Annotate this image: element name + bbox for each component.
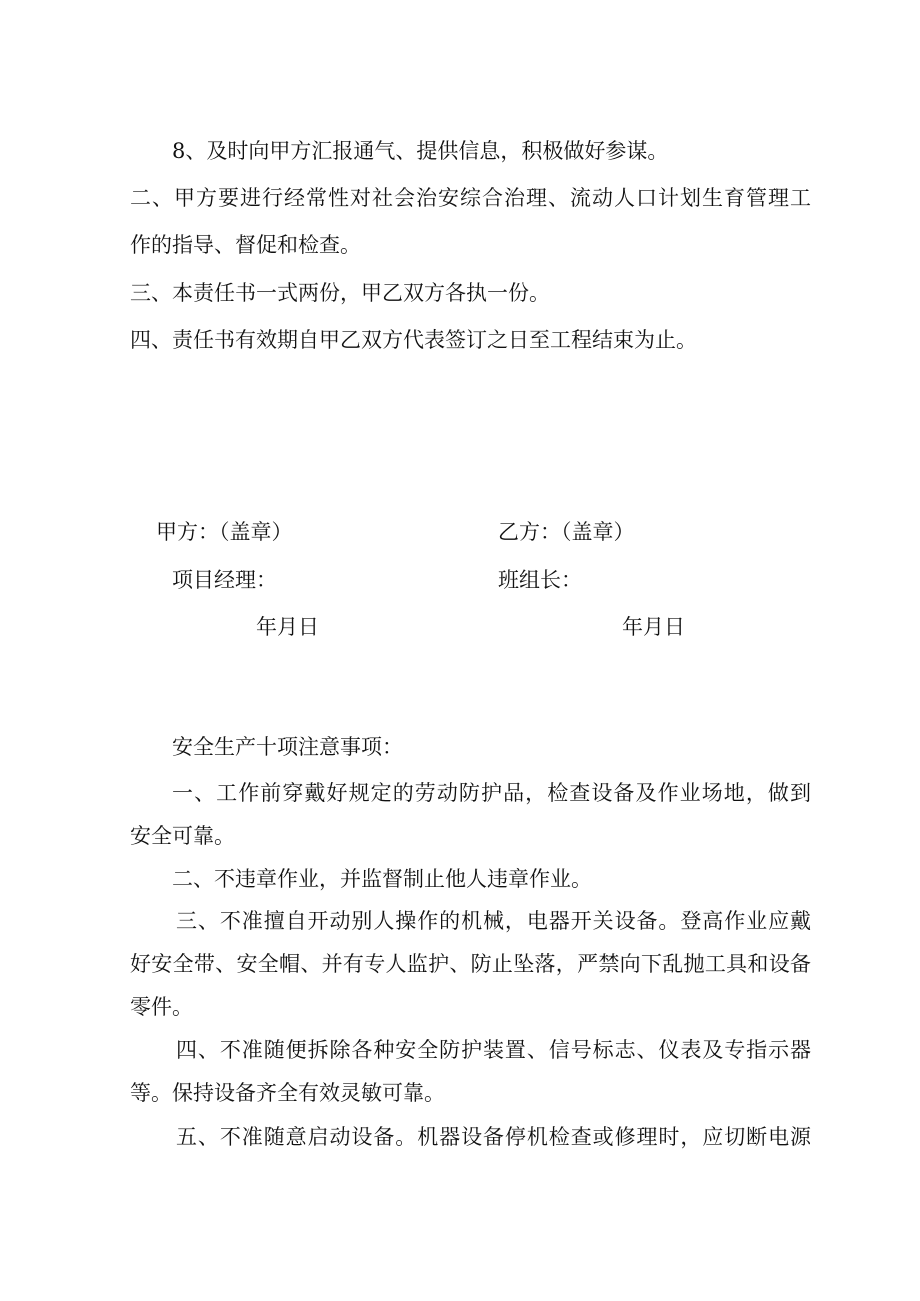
clause-8: 8、及时向甲方汇报通气、提供信息，积极做好参谋。: [172, 139, 669, 163]
party-a-label: 甲方：（盖章）: [156, 520, 293, 544]
safety-item-2: 二、不违章作业，并监督制止他人违章作业。: [172, 867, 592, 891]
safety-item-3-line-1: 三、不准擅自开动别人操作的机械，电器开关设备。登高作业应戴: [176, 909, 811, 933]
party-b-label: 乙方：（盖章）: [498, 520, 635, 544]
safety-item-4-line-2: 等。保持设备齐全有效灵敏可靠。: [130, 1081, 445, 1105]
safety-item-3-line-3: 零件。: [130, 995, 193, 1019]
safety-title: 安全生产十项注意事项：: [172, 735, 403, 759]
clause-four: 四、责任书有效期自甲乙双方代表签订之日至工程结束为止。: [130, 328, 697, 352]
safety-item-3-line-2: 好安全带、安全帽、并有专人监护、防止坠落，严禁向下乱抛工具和设备: [130, 952, 811, 976]
party-a-date: 年月日: [256, 615, 319, 639]
safety-item-5-line-1: 五、不准随意启动设备。机器设备停机检查或修理时，应切断电源: [176, 1125, 811, 1149]
project-manager-label: 项目经理：: [172, 568, 277, 592]
clause-two-line-1: 二、甲方要进行经常性对社会治安综合治理、流动人口计划生育管理工: [130, 186, 811, 210]
clause-three: 三、本责任书一式两份，甲乙双方各执一份。: [130, 281, 550, 305]
team-leader-label: 班组长：: [498, 568, 582, 592]
clause-two-line-2: 作的指导、督促和检查。: [130, 233, 361, 257]
safety-item-1-line-2: 安全可靠。: [130, 824, 235, 848]
safety-item-4-line-1: 四、不准随便拆除各种安全防护装置、信号标志、仪表及专指示器: [176, 1038, 811, 1062]
party-b-date: 年月日: [622, 615, 685, 639]
safety-item-1-line-1: 一、工作前穿戴好规定的劳动防护品，检查设备及作业场地，做到: [172, 781, 811, 805]
